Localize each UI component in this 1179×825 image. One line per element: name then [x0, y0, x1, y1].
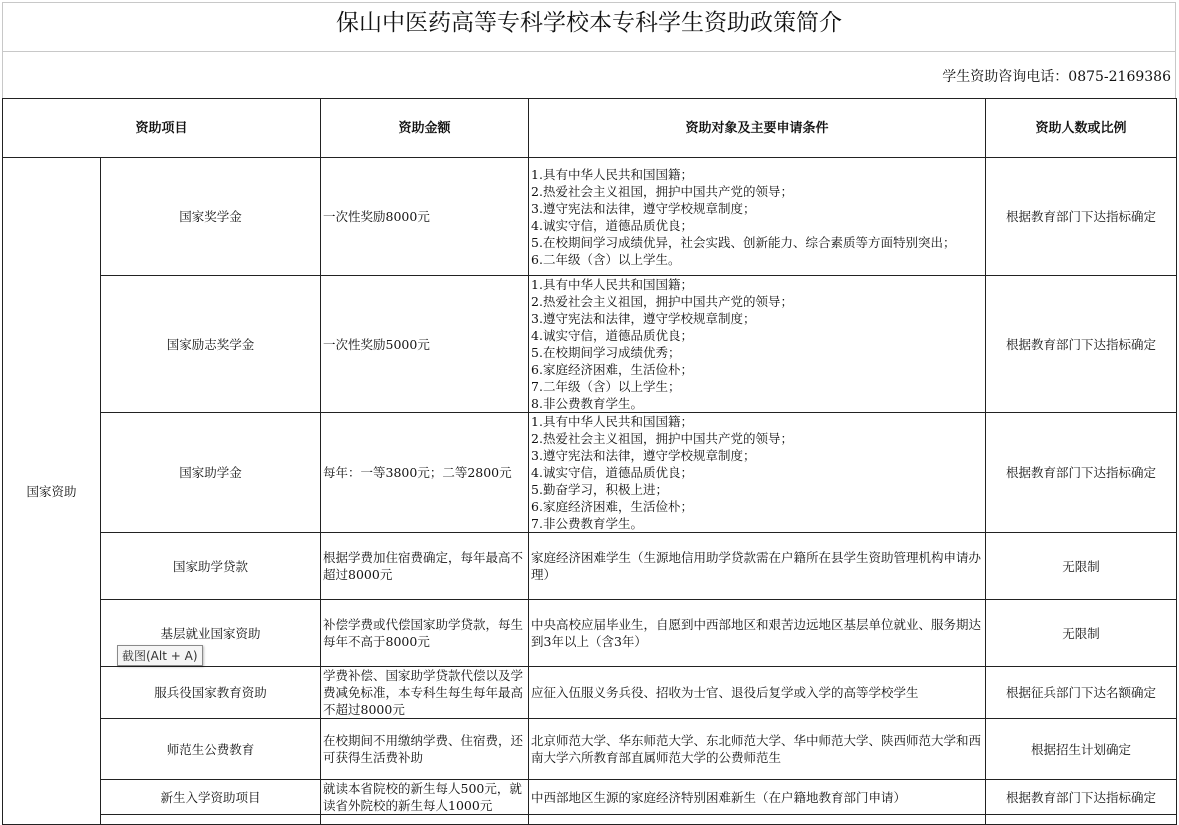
- item-amount: 一次性奖励5000元: [321, 276, 529, 413]
- item-name: 国家励志奖学金: [101, 276, 321, 413]
- item-name: 服兵役国家教育资助: [101, 667, 321, 719]
- condition-line: 3.遵守宪法和法律，遵守学校规章制度；: [531, 311, 756, 326]
- item-conditions: [529, 533, 986, 600]
- item-conditions: [529, 158, 986, 276]
- table-row: [3, 719, 1177, 780]
- item-amount: 在校期间不用缴纳学费、住宿费，还可获得生活费补助: [321, 719, 529, 780]
- item-conditions: [529, 276, 986, 413]
- phone-row: [2, 52, 1176, 98]
- table-row: [3, 276, 1177, 413]
- item-quota: 根据征兵部门下达名额确定: [986, 667, 1177, 719]
- table-row: [3, 815, 1177, 825]
- item-quota: 无限制: [986, 533, 1177, 600]
- item-name: 国家奖学金: [101, 158, 321, 276]
- item-quota: 无限制: [986, 600, 1177, 667]
- item-quota: 根据教育部门下达指标确定: [986, 276, 1177, 413]
- table-row: [3, 413, 1177, 533]
- screenshot-tooltip: 截图(Alt + A): [117, 645, 203, 666]
- condition-line: 6.家庭经济困难，生活俭朴；: [531, 362, 693, 377]
- item-amount: 就读本省院校的新生每人500元，就读省外院校的新生每人1000元: [321, 780, 529, 815]
- item-quota: 根据教育部门下达指标确定: [986, 158, 1177, 276]
- item-conditions: [529, 719, 986, 780]
- aid-policy-table: [2, 98, 1177, 825]
- item-amount: 每年：一等3800元；二等2800元: [321, 413, 529, 533]
- condition-line: 7.非公费教育学生。: [531, 516, 643, 531]
- category-cell: 国家资助: [3, 158, 101, 825]
- condition-line: 4.诚实守信，道德品质优良；: [531, 217, 693, 233]
- condition-line: 7.二年级（含）以上学生；: [531, 379, 681, 394]
- condition-line: 3.遵守宪法和法律，遵守学校规章制度；: [531, 200, 756, 216]
- condition-line: 5.勤奋学习，积极上进；: [531, 482, 668, 497]
- item-amount: 学费补偿、国家助学贷款代偿以及学费减免标准，本专科生每生每年最高不超过8000元: [321, 667, 529, 719]
- consult-phone: 学生资助咨询电话：0875-2169386: [942, 69, 1171, 85]
- condition-line: 中西部地区生源的家庭经济特别困难新生（在户籍地教育部门申请）: [531, 789, 907, 805]
- item-name: 师范生公费教育: [101, 719, 321, 780]
- condition-line: 3.遵守宪法和法律，遵守学校规章制度；: [531, 448, 756, 463]
- header-quota: 资助人数或比例: [986, 99, 1177, 158]
- condition-line: 应征入伍服义务兵役、招收为士官、退役后复学或入学的高等学校学生: [531, 685, 919, 700]
- condition-line: 6.二年级（含）以上学生。: [531, 251, 681, 267]
- table-row: [3, 533, 1177, 600]
- item-conditions: [529, 413, 986, 533]
- condition-line: 4.诚实守信，道德品质优良；: [531, 465, 693, 480]
- condition-line: 6.家庭经济困难，生活俭朴；: [531, 499, 693, 514]
- item-quota: 根据教育部门下达指标确定: [986, 780, 1177, 815]
- item-name: 基层就业国家资助: [101, 600, 321, 667]
- condition-line: 2.热爱社会主义祖国，拥护中国共产党的领导；: [531, 294, 793, 309]
- condition-line: 家庭经济困难学生（生源地信用助学贷款需在户籍所在县学生资助管理机构申请办理）: [531, 550, 982, 582]
- table-header-row: [3, 99, 1177, 158]
- item-conditions: [529, 780, 986, 815]
- condition-line: 2.热爱社会主义祖国，拥护中国共产党的领导；: [531, 183, 793, 199]
- condition-line: 8.非公费教育学生。: [531, 396, 643, 411]
- item-amount: 根据学费加住宿费确定，每年最高不超过8000元: [321, 533, 529, 600]
- item-conditions: [529, 600, 986, 667]
- condition-line: 2.热爱社会主义祖国，拥护中国共产党的领导；: [531, 431, 793, 446]
- condition-line: 1.具有中华人民共和国国籍；: [531, 414, 693, 429]
- condition-line: 1.具有中华人民共和国国籍；: [531, 277, 693, 292]
- item-name: 新生入学资助项目: [101, 780, 321, 815]
- page-title: 保山中医药高等专科学校本专科学生资助政策简介: [2, 2, 1176, 52]
- table-row: [3, 667, 1177, 719]
- item-name: 国家助学金: [101, 413, 321, 533]
- header-conditions: 资助对象及主要申请条件: [529, 99, 986, 158]
- item-conditions: [529, 667, 986, 719]
- condition-line: 5.在校期间学习成绩优异，社会实践、创新能力、综合素质等方面特别突出；: [531, 234, 956, 250]
- item-quota: 根据教育部门下达指标确定: [986, 413, 1177, 533]
- condition-line: 中央高校应届毕业生，自愿到中西部地区和艰苦边远地区基层单位就业、服务期达到3年以上（含3年）: [531, 617, 982, 649]
- header-amount: 资助金额: [321, 99, 529, 158]
- condition-line: 4.诚实守信，道德品质优良；: [531, 328, 693, 343]
- item-amount: 一次性奖励8000元: [321, 158, 529, 276]
- table-row: [3, 780, 1177, 815]
- header-item: 资助项目: [3, 99, 321, 158]
- condition-line: 1.具有中华人民共和国国籍；: [531, 166, 693, 182]
- item-name: 国家助学贷款: [101, 533, 321, 600]
- condition-line: 5.在校期间学习成绩优秀；: [531, 345, 681, 360]
- item-quota: 根据招生计划确定: [986, 719, 1177, 780]
- item-amount: 补偿学费或代偿国家助学贷款，每生每年不高于8000元: [321, 600, 529, 667]
- table-row: [3, 158, 1177, 276]
- condition-line: 北京师范大学、华东师范大学、东北师范大学、华中师范大学、陕西师范大学和西南大学六所教育部直属师范大学的公费师范生: [531, 733, 982, 765]
